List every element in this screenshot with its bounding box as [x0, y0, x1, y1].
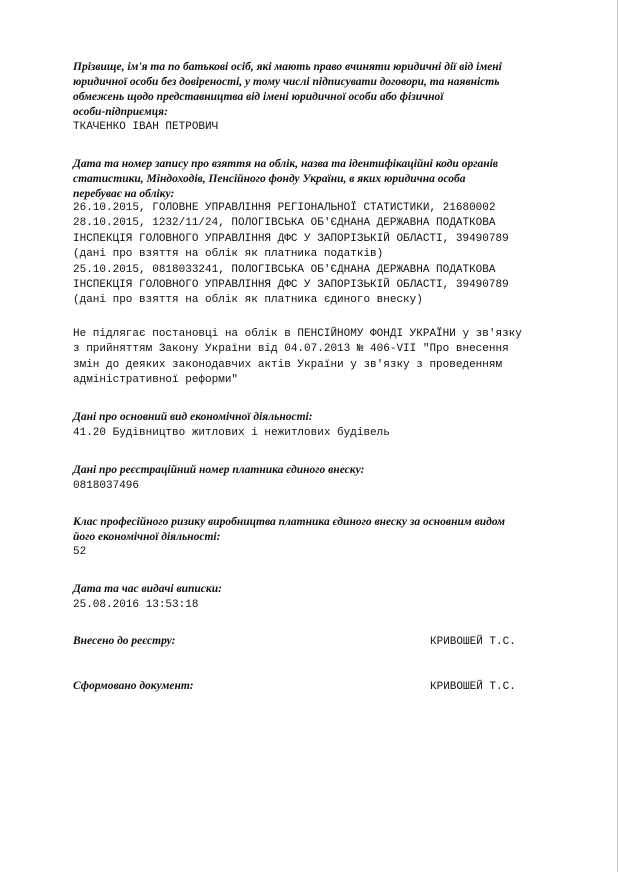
entered-to-register-label: Внесено до реєстру: — [73, 635, 176, 647]
issue-datetime-value: 25.08.2016 13:53:18 — [73, 599, 199, 611]
risk-class-heading — [73, 515, 563, 545]
heading-line: юридичної особи без довіреності, у тому числі підписувати договори, та наявність — [73, 76, 500, 88]
record-line: (дані про взяття на облік як платника податків) — [73, 248, 384, 261]
heading-line: особи-підприємця: — [73, 106, 168, 118]
contributor-number-value: 0818037496 — [73, 480, 140, 492]
authorized-persons-heading — [73, 60, 563, 120]
issue-datetime-heading: Дата та час видачі виписки: — [73, 583, 222, 595]
note-line: змін до деяких законодавчих актів України у зв'язку з проведенням — [73, 358, 503, 371]
document-formed-name: КРИВОШЕЙ Т.С. — [430, 681, 516, 693]
risk-class-value: 52 — [73, 546, 87, 558]
record-line: ІНСПЕКЦІЯ ГОЛОВНОГО УПРАВЛІННЯ ДФС У ЗАПОРІЗЬКІЙ ОБЛАСТІ, 39490789 — [73, 279, 509, 292]
record-line: 28.10.2015, 1232/11/24, ПОЛОГІВСЬКА ОБ'ЄДНАНА ДЕРЖАВНА ПОДАТКОВА — [73, 217, 496, 230]
registration-records-heading — [73, 157, 563, 202]
record-line: (дані про взяття на облік як платника єдиного внеску) — [73, 294, 423, 307]
heading-line: перебуває на обліку: — [73, 188, 175, 200]
heading-line: статистики, Міндоходів, Пенсійного фонду України, в яких юридична особа — [73, 173, 466, 185]
economic-activity-value: 41.20 Будівництво житлових і нежитлових будівель — [73, 427, 390, 439]
economic-activity-heading: Дані про основний вид економічної діяльності: — [73, 411, 313, 423]
pension-fund-note — [73, 327, 522, 389]
record-line: 25.10.2015, 0818033241, ПОЛОГІВСЬКА ОБ'ЄДНАНА ДЕРЖАВНА ПОДАТКОВА — [73, 263, 496, 276]
record-line: ІНСПЕКЦІЯ ГОЛОВНОГО УПРАВЛІННЯ ДФС У ЗАПОРІЗЬКІЙ ОБЛАСТІ, 39490789 — [73, 232, 509, 245]
contributor-number-heading: Дані про реєстраційний номер платника єдиного внеску: — [73, 464, 365, 476]
note-line: адміністративної реформи" — [73, 374, 239, 387]
heading-line: обмежень щодо представництва від імені юридичної особи або фізичної — [73, 91, 444, 103]
note-line: з прийняттям Закону України від 04.07.2013 № 406-VII "Про внесення — [73, 343, 509, 356]
record-line: 26.10.2015, ГОЛОВНЕ УПРАВЛІННЯ РЕГІОНАЛЬНОЇ СТАТИСТИКИ, 21680002 — [73, 202, 496, 214]
heading-line: Дата та номер запису про взяття на облік, назва та ідентифікаційні коди органів — [73, 158, 498, 170]
heading-line: Клас професійного ризику виробництва платника єдиного внеску за основним видом — [73, 516, 506, 528]
heading-line: Прізвище, ім'я та по батькові осіб, які мають право вчиняти юридичні дії від імені — [73, 61, 502, 73]
entered-to-register-name: КРИВОШЕЙ Т.С. — [430, 636, 516, 648]
document-formed-label: Сформовано документ: — [73, 680, 194, 692]
authorized-person-value: ТКАЧЕНКО ІВАН ПЕТРОВИЧ — [73, 121, 219, 133]
note-line: Не підлягає постановці на облік в ПЕНСІЙНОМУ ФОНДІ УКРАЇНИ у зв'язку — [73, 328, 522, 340]
heading-line: його економічної діяльності: — [73, 531, 221, 543]
registration-records-value — [73, 201, 509, 309]
